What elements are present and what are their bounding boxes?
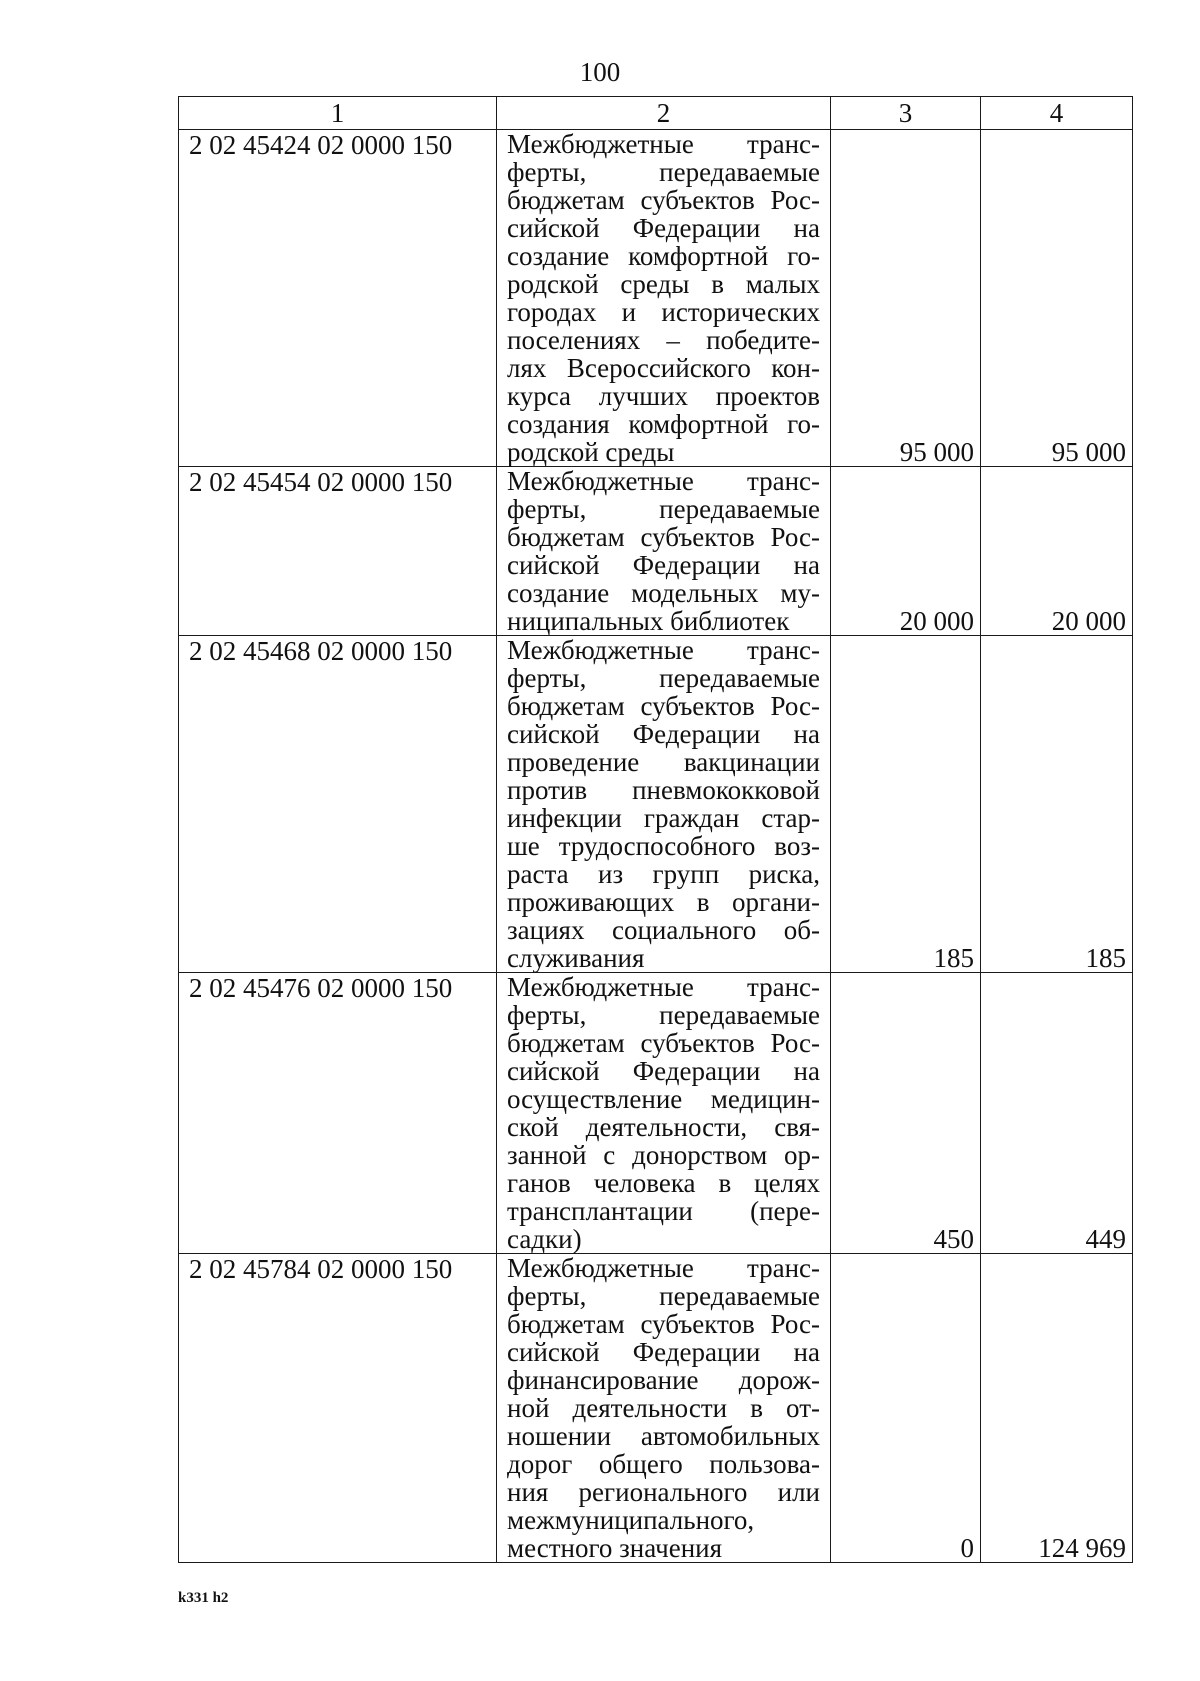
table-header-row <box>179 97 1133 130</box>
description-line: местного значения <box>507 1533 723 1563</box>
column-header-2: 2 <box>497 97 831 130</box>
amount-col3-cell: 95 000 <box>831 130 981 467</box>
budget-code-cell: 2 02 45784 02 0000 150 <box>179 1254 497 1563</box>
amount-col4-cell: 20 000 <box>981 467 1133 636</box>
description-line: Межбюджетные транс- <box>507 635 820 665</box>
description-line: создание комфортной го- <box>507 241 820 271</box>
table-row <box>179 467 1133 636</box>
description-line: Межбюджетные транс- <box>507 129 820 159</box>
budget-code-cell: 2 02 45476 02 0000 150 <box>179 973 497 1254</box>
description-line: сийской Федерации на <box>507 719 820 749</box>
description-line: занной с донорством ор- <box>507 1140 820 1170</box>
budget-code-cell: 2 02 45424 02 0000 150 <box>179 130 497 467</box>
description-cell <box>497 1254 831 1563</box>
table-row <box>179 1254 1133 1563</box>
description-line: ношении автомобильных <box>507 1421 820 1451</box>
amount-col4-cell: 95 000 <box>981 130 1133 467</box>
description-line: проведение вакцинации <box>507 747 820 777</box>
amount-col4-cell: 124 969 <box>981 1254 1133 1563</box>
description-line: ферты, передаваемые <box>507 1000 820 1030</box>
budget-code-cell: 2 02 45454 02 0000 150 <box>179 467 497 636</box>
table-row <box>179 973 1133 1254</box>
description-line: ной деятельности в от- <box>507 1393 820 1423</box>
description-line: сийской Федерации на <box>507 550 820 580</box>
description-line: создания комфортной го- <box>507 409 820 439</box>
description-line: межмуниципального, <box>507 1505 755 1535</box>
description-line: бюджетам субъектов Рос- <box>507 1028 820 1058</box>
table-row <box>179 636 1133 973</box>
description-line: бюджетам субъектов Рос- <box>507 691 820 721</box>
document-code: k331 h2 <box>178 1590 229 1606</box>
column-header-4: 4 <box>981 97 1133 130</box>
description-line: трансплантации (пере- <box>507 1196 820 1226</box>
description-cell <box>497 130 831 467</box>
description-line: дорог общего пользова- <box>507 1449 820 1479</box>
description-line: ниципальных библиотек <box>507 606 790 636</box>
description-cell <box>497 973 831 1254</box>
description-line: бюджетам субъектов Рос- <box>507 185 820 215</box>
description-line: бюджетам субъектов Рос- <box>507 1309 820 1339</box>
description-line: осуществление медицин- <box>507 1084 820 1114</box>
description-line: ферты, передаваемые <box>507 663 820 693</box>
description-line: ферты, передаваемые <box>507 494 820 524</box>
description-line: инфекции граждан стар- <box>507 803 820 833</box>
description-line: ганов человека в целях <box>507 1168 820 1198</box>
description-line: финансирование дорож- <box>507 1365 820 1395</box>
description-line: Межбюджетные транс- <box>507 972 820 1002</box>
amount-col3-cell: 0 <box>831 1254 981 1563</box>
amount-col4-cell: 449 <box>981 973 1133 1254</box>
amount-col3-cell: 20 000 <box>831 467 981 636</box>
description-line: против пневмококковой <box>507 775 820 805</box>
description-line: садки) <box>507 1224 582 1254</box>
description-line: курса лучших проектов <box>507 381 820 411</box>
description-line: Межбюджетные транс- <box>507 1253 820 1283</box>
page-number: 100 <box>579 57 621 87</box>
amount-col4-cell: 185 <box>981 636 1133 973</box>
description-line: ферты, передаваемые <box>507 157 820 187</box>
description-line: ферты, передаваемые <box>507 1281 820 1311</box>
description-line: служивания <box>507 943 645 973</box>
description-line: проживающих в органи- <box>507 887 820 917</box>
column-header-3: 3 <box>831 97 981 130</box>
table-body <box>179 97 1133 1563</box>
description-line: раста из групп риска, <box>507 859 820 889</box>
description-line: ше трудоспособного воз- <box>507 831 820 861</box>
amount-col3-cell: 450 <box>831 973 981 1254</box>
description-line: поселениях – победите- <box>507 325 820 355</box>
description-line: сийской Федерации на <box>507 213 820 243</box>
description-cell <box>497 636 831 973</box>
description-line: создание модельных му- <box>507 578 820 608</box>
amount-col3-cell: 185 <box>831 636 981 973</box>
description-line: ния регионального или <box>507 1477 820 1507</box>
description-line: родской среды в малых <box>507 269 820 299</box>
description-line: бюджетам субъектов Рос- <box>507 522 820 552</box>
description-line: сийской Федерации на <box>507 1056 820 1086</box>
description-cell <box>497 467 831 636</box>
table-row <box>179 130 1133 467</box>
budget-code-cell: 2 02 45468 02 0000 150 <box>179 636 497 973</box>
description-line: родской среды <box>507 437 675 467</box>
description-line: лях Всероссийского кон- <box>507 353 820 383</box>
description-line: ской деятельности, свя- <box>507 1112 820 1142</box>
description-line: зациях социального об- <box>507 915 820 945</box>
budget-table <box>178 96 1133 1563</box>
description-line: городах и исторических <box>507 297 820 327</box>
column-header-1: 1 <box>179 97 497 130</box>
description-line: Межбюджетные транс- <box>507 466 820 496</box>
description-line: сийской Федерации на <box>507 1337 820 1367</box>
